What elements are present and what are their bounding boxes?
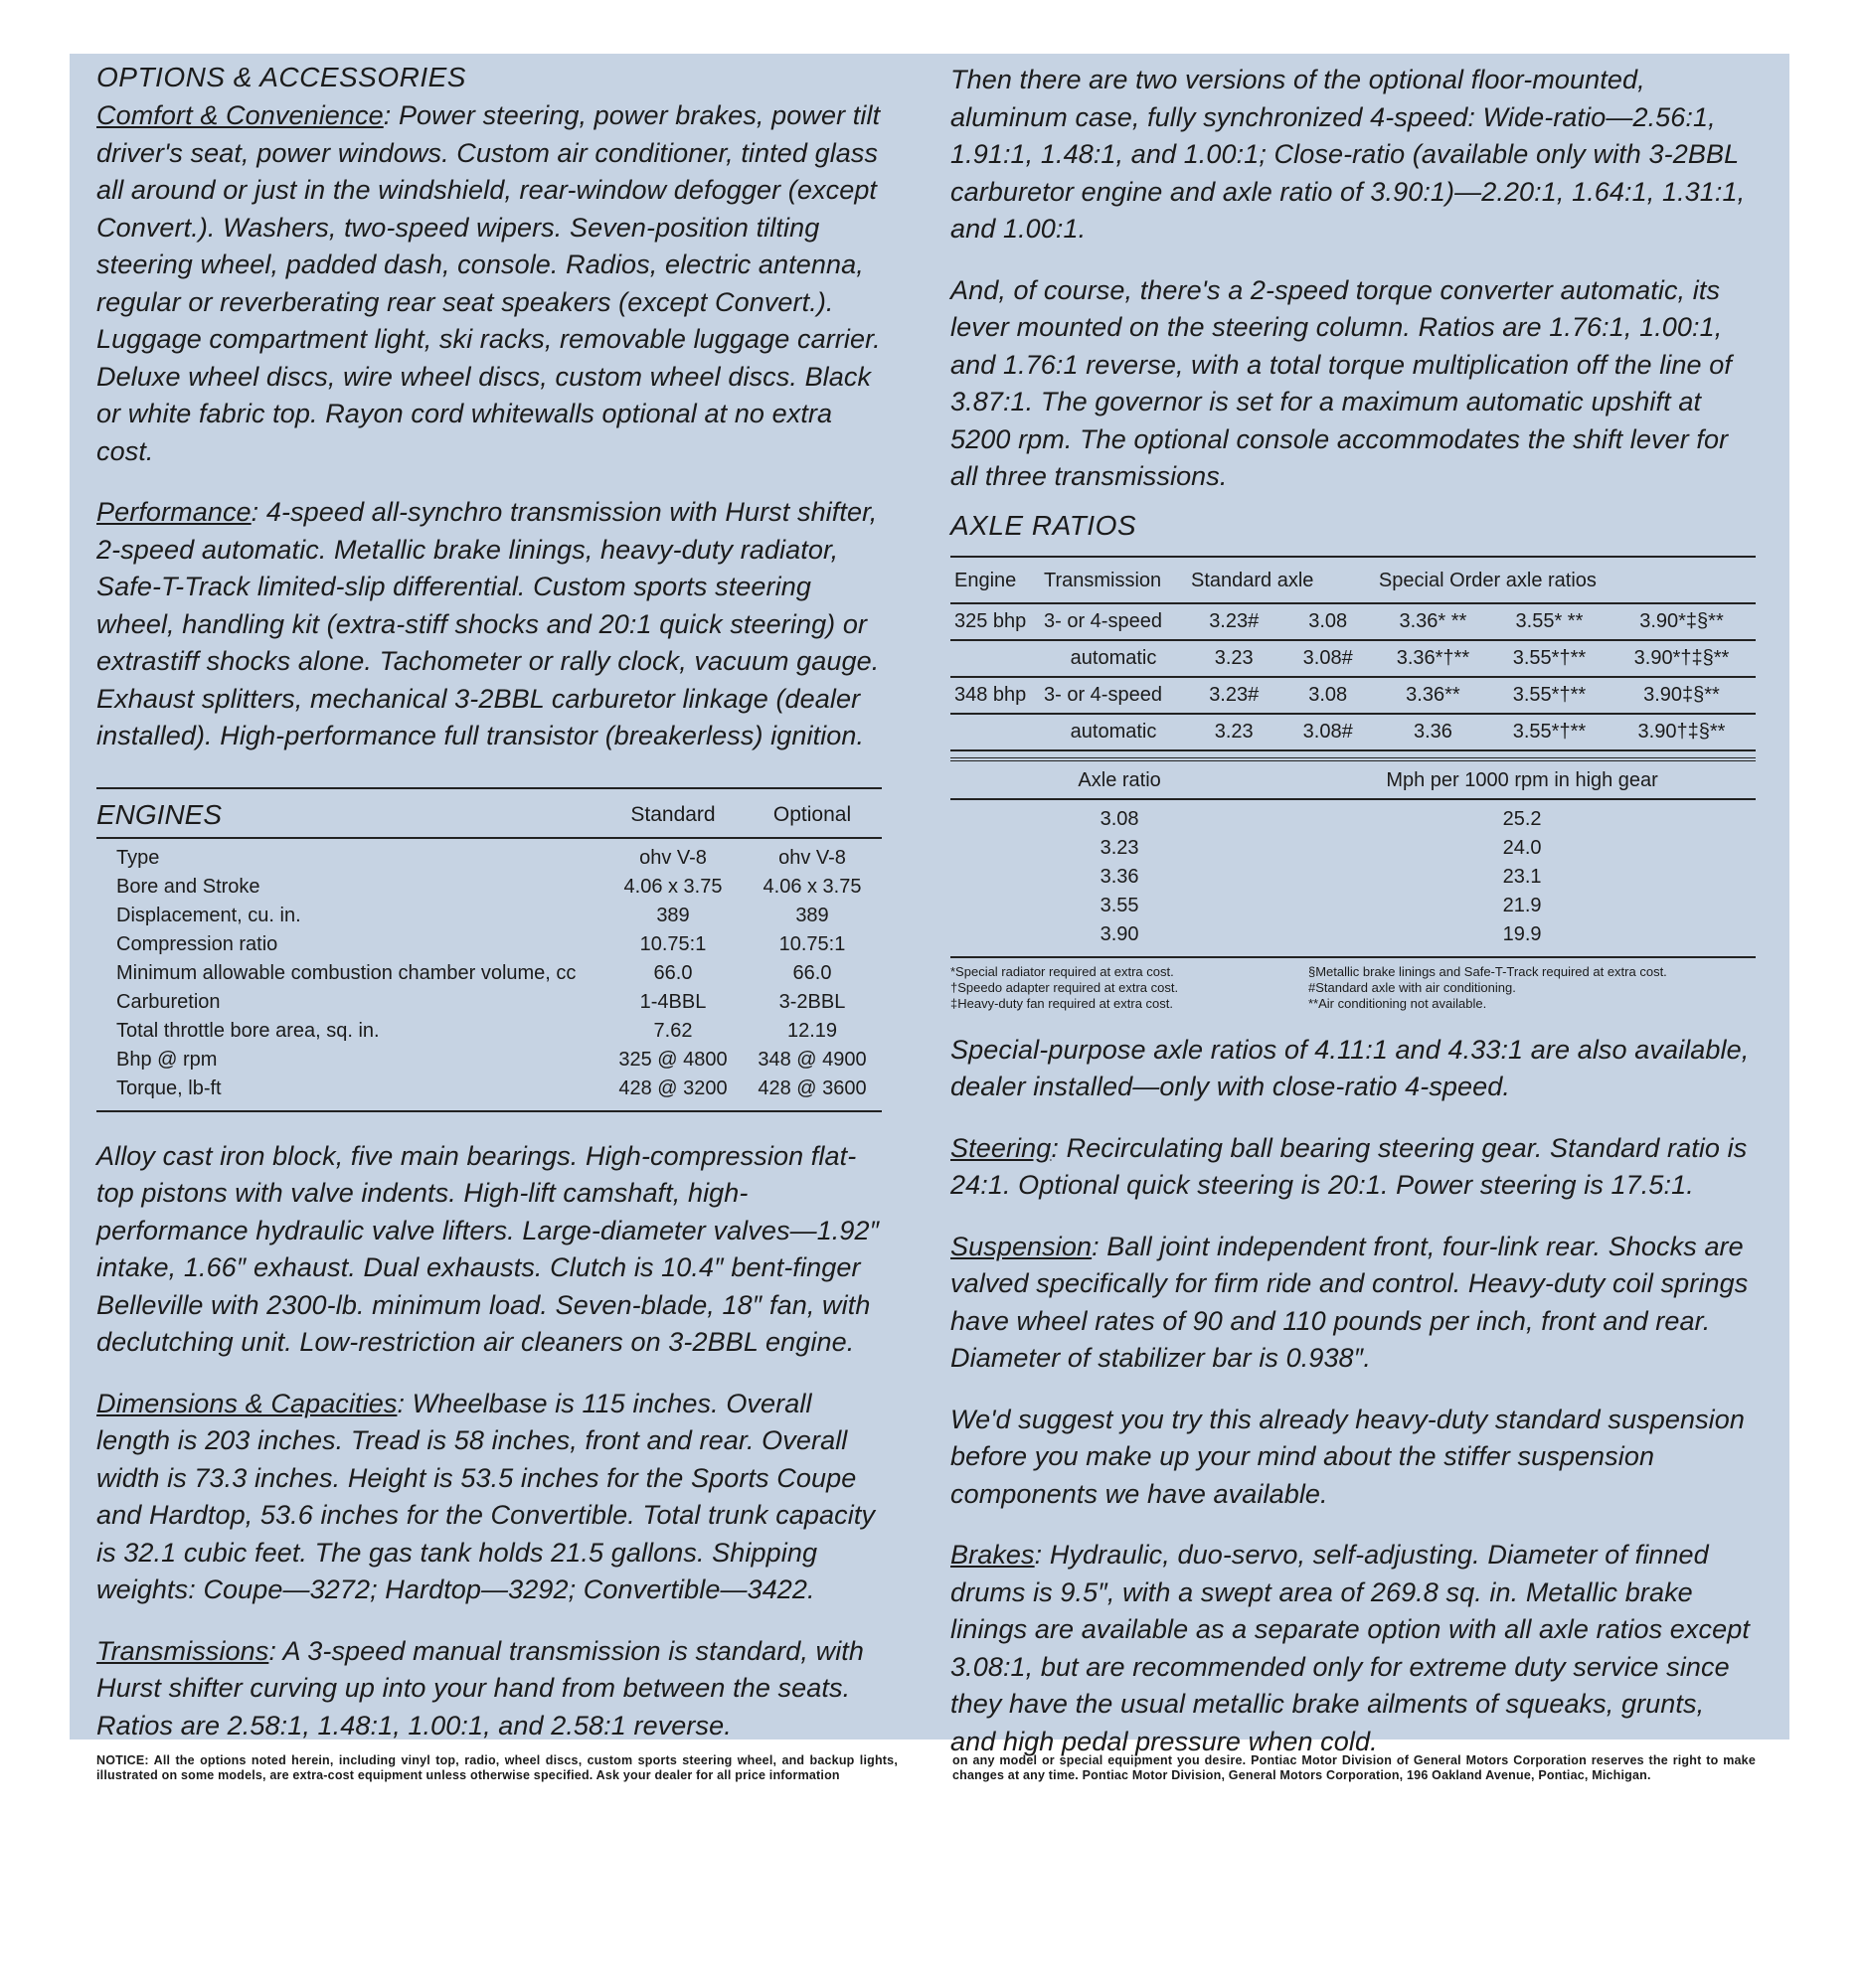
axle-cell: 3.55*†**: [1491, 714, 1608, 750]
axle-cell: 3.90*‡§**: [1608, 603, 1756, 640]
comfort-label: Comfort & Convenience: [96, 100, 384, 130]
axle-cell: 3.90†‡§**: [1608, 714, 1756, 750]
axle-cell: 3.55*†**: [1491, 640, 1608, 677]
engine-row-std: 389: [656, 904, 690, 926]
axle-ratios-table: [950, 556, 1756, 751]
axle-cell: 3.08: [1280, 603, 1374, 640]
axle-cell: 3.08#: [1280, 640, 1374, 677]
engines-title: ENGINES: [96, 788, 603, 838]
dimensions-label: Dimensions & Capacities: [96, 1388, 398, 1418]
left-column: [96, 62, 882, 1768]
steering-label: Steering: [950, 1132, 1052, 1163]
brakes-text: : Hydraulic, duo-servo, self-adjusting. Diameter of finned drums is 9.5″, with a swept area of 269.8 sq. in. Metallic brake linings are available as a separate option with all axle ratios except 3.08:1, but are recommended only for extreme duty service since they have the usual metallic brake ailments of squeaks, grunts, and high pedal pressure when cold.: [950, 1540, 1750, 1756]
axle-cell: 3.23: [1187, 640, 1280, 677]
engine-row: [96, 838, 882, 873]
dimensions-text: : Wheelbase is 115 inches. Overall length is 203 inches. Tread is 58 inches, front and rear. Overall width is 73.3 inches. Height is 53.5 inches for the Sports Coupe and Hardtop, 53.6 inches for the Convertible. Total trunk capacity is 32.1 cubic feet. The gas tank holds 21.5 gallons. Shipping weights: Coupe—3272; Hardtop—3292; Convertible—3422.: [96, 1388, 876, 1604]
engine-row-label: Type: [116, 846, 160, 869]
footnote: §Metallic brake linings and Safe-T-Track required at extra cost.: [1308, 963, 1667, 979]
axle-cell: [950, 640, 1040, 677]
engine-row-std: 4.06 x 3.75: [623, 875, 723, 898]
spec-panel: [70, 54, 1789, 1756]
engine-row-label: Minimum allowable combustion chamber volume, cc: [116, 961, 577, 984]
suspension-paragraph: [950, 1229, 1756, 1378]
dimensions-paragraph: [96, 1386, 882, 1609]
axle-cell: 3.08: [1280, 677, 1374, 714]
special-axle-paragraph: Special-purpose axle ratios of 4.11:1 and 4.33:1 are also available, dealer installed—only with close-ratio 4-speed.: [950, 1034, 1750, 1101]
suggest-paragraph: We'd suggest you try this already heavy-duty standard suspension before you make up your mind about the stiffer suspension components we have available.: [950, 1404, 1745, 1509]
steering-paragraph: [950, 1130, 1756, 1205]
engines-table: [96, 787, 882, 1112]
mph-cell: 3.08: [1100, 807, 1139, 830]
engine-row: [96, 902, 882, 930]
axle-cell: 325 bhp: [950, 603, 1040, 640]
axle-cell: 3.36**: [1375, 677, 1491, 714]
engine-row: [96, 1017, 882, 1046]
axle-cell: 3.90*†‡§**: [1608, 640, 1756, 677]
options-heading: OPTIONS & ACCESSORIES: [96, 62, 466, 92]
mph-row: [950, 799, 1756, 834]
axle-cell: 3- or 4-speed: [1040, 603, 1187, 640]
mph-cell: 24.0: [1502, 836, 1542, 859]
mph-cell: 3.23: [1100, 836, 1139, 859]
axle-cell: 3.36*†**: [1375, 640, 1491, 677]
engine-row-label: Carburetion: [116, 990, 221, 1013]
axle-row: [950, 677, 1756, 714]
engine-row-std: 10.75:1: [639, 932, 707, 955]
axle-cell: 3.08#: [1280, 714, 1374, 750]
axle-row: [950, 714, 1756, 750]
notice-left: NOTICE: All the options noted herein, including vinyl top, radio, wheel discs, custom sports steering wheel, and backup lights, illustrated on some models, are extra-cost equipment unless otherwise specified. Ask your dealer for all price information: [96, 1753, 898, 1782]
brakes-label: Brakes: [950, 1540, 1035, 1570]
axle-col-standard: Standard axle: [1187, 557, 1375, 603]
axle-cell: 3.23: [1187, 714, 1280, 750]
engine-row-opt: 3-2BBL: [778, 990, 846, 1013]
axle-cell: 3.36* **: [1375, 603, 1491, 640]
axle-col-special: Special Order axle ratios: [1375, 557, 1756, 603]
engines-col-optional: Optional: [743, 788, 882, 838]
footnotes-left: [950, 964, 1308, 1012]
right-column: [950, 62, 1756, 1784]
comfort-text: : Power steering, power brakes, power tilt driver's seat, power windows. Custom air conditioner, tinted glass all around or just in the windshield, rear-window defogger (except Convert.). Washers, two-speed wipers. Seven-position tilting steering wheel, padded dash, console. Radios, electric antenna, regular or reverberating rear seat speakers (except Convert.). Luggage compartment light, ski racks, removable luggage carrier. Deluxe wheel discs, wire wheel discs, custom wheel discs. Black or white fabric top. Rayon cord whitewalls optional at no extra cost.: [96, 100, 881, 466]
mph-row: [950, 834, 1756, 863]
mph-col-ratio: Axle ratio: [950, 759, 1288, 799]
mph-col-mph: Mph per 1000 rpm in high gear: [1288, 759, 1756, 799]
mph-cell: 3.55: [1100, 894, 1139, 916]
transmissions-label: Transmissions: [96, 1635, 269, 1666]
engine-row-opt: 12.19: [786, 1019, 838, 1042]
axle-cell: [950, 714, 1040, 750]
mph-row: [950, 892, 1756, 920]
engine-row: [96, 873, 882, 902]
engine-row-opt: 66.0: [792, 961, 832, 984]
performance-paragraph: [96, 494, 882, 755]
mph-cell: 21.9: [1502, 894, 1542, 916]
footnote: *Special radiator required at extra cost.: [950, 963, 1174, 979]
footnotes-right: [1308, 964, 1756, 1012]
floor-shift-paragraph: Then there are two versions of the optional floor-mounted, aluminum case, fully synchronized 4-speed: Wide-ratio—2.56:1, 1.91:1, 1.48:1, and 1.00:1; Close-ratio (available only with 3-2BBL carburetor engine and axle ratio of 3.90:1)—2.20:1, 1.64:1, 1.31:1, and 1.00:1.: [950, 65, 1746, 244]
footnote: ‡Heavy-duty fan required at extra cost.: [950, 995, 1174, 1011]
transmissions-paragraph: [96, 1633, 882, 1745]
axle-row: [950, 603, 1756, 640]
engines-col-standard: Standard: [603, 788, 743, 838]
suspension-text: : Ball joint independent front, four-link rear. Shocks are valved specifically for firm ride and control. Heavy-duty coil springs have wheel rates of 90 and 110 pounds per inch, front and rear. Diameter of stabilizer bar is 0.938″.: [950, 1231, 1749, 1373]
engine-row-opt: 348 @ 4900: [758, 1048, 867, 1071]
engine-row-label: Bhp @ rpm: [116, 1048, 218, 1071]
notice-right: on any model or special equipment you desire. Pontiac Motor Division of General Motors Corporation reserves the right to make changes at any time. Pontiac Motor Division, General Motors Corporation, 196 Oakland Avenue, Pontiac, Michigan.: [952, 1753, 1756, 1782]
mph-cell: 25.2: [1502, 807, 1542, 830]
automatic-paragraph: And, of course, there's a 2-speed torque converter automatic, its lever mounted on the steering column. Ratios are 1.76:1, 1.00:1, and 1.76:1 reverse, with a total torque multiplication off the line of 3.87:1. The governor is set for a maximum automatic upshift at 5200 rpm. The optional console accommodates the shift lever for all three transmissions.: [950, 274, 1732, 491]
axle-footnotes: [950, 964, 1756, 1012]
engine-row-std: 7.62: [653, 1019, 693, 1042]
engine-row-opt: 428 @ 3600: [758, 1077, 867, 1099]
mph-cell: 23.1: [1502, 865, 1542, 888]
comfort-paragraph: [96, 97, 882, 470]
engine-row-std: ohv V-8: [639, 846, 707, 869]
engine-row-opt: ohv V-8: [778, 846, 846, 869]
axle-col-transmission: Transmission: [1040, 557, 1187, 603]
suspension-label: Suspension: [950, 1231, 1093, 1261]
footnote: †Speedo adapter required at extra cost.: [950, 979, 1179, 995]
engine-row-opt: 389: [795, 904, 829, 926]
axle-row: [950, 640, 1756, 677]
axle-cell: 3- or 4-speed: [1040, 677, 1187, 714]
brakes-paragraph: [950, 1537, 1756, 1760]
engine-row: [96, 988, 882, 1017]
axle-heading: AXLE RATIOS: [950, 509, 1137, 541]
footnote: #Standard axle with air conditioning.: [1308, 979, 1516, 995]
mph-cell: 3.36: [1100, 865, 1139, 888]
axle-cell: 348 bhp: [950, 677, 1040, 714]
engine-row-std: 1-4BBL: [639, 990, 707, 1013]
engine-row-opt: 10.75:1: [778, 932, 846, 955]
axle-cell: 3.23#: [1187, 603, 1280, 640]
engine-row-std: 325 @ 4800: [618, 1048, 728, 1071]
mph-table: [950, 757, 1756, 958]
steering-text: : Recirculating ball bearing steering gear. Standard ratio is 24:1. Optional quick steering is 20:1. Power steering is 17.5:1.: [950, 1132, 1748, 1200]
engine-row-std: 428 @ 3200: [618, 1077, 728, 1099]
transmissions-text: : A 3-speed manual transmission is standard, with Hurst shifter curving up into your hand from between the seats. Ratios are 2.58:1, 1.48:1, 1.00:1, and 2.58:1 reverse.: [96, 1635, 865, 1740]
engine-row: [96, 1075, 882, 1111]
axle-cell: 3.23#: [1187, 677, 1280, 714]
engine-paragraph: Alloy cast iron block, five main bearings. High-compression flat-top pistons with valve indents. High-lift camshaft, high-performance hydraulic valve lifters. Large-diameter valves—1.92″ intake, 1.66″ exhaust. Dual exhausts. Clutch is 10.4″ bent-finger Belleville with 2300-lb. minimum load. Seven-blade, 18″ fan, with declutching unit. Low-restriction air cleaners on 3-2BBL engine.: [96, 1140, 880, 1357]
engine-row-label: Torque, lb-ft: [116, 1077, 222, 1099]
engine-row-label: Total throttle bore area, sq. in.: [116, 1019, 380, 1042]
engine-row-std: 66.0: [653, 961, 693, 984]
performance-text: : 4-speed all-synchro transmission with Hurst shifter, 2-speed automatic. Metallic brake linings, heavy-duty radiator, Safe-T-Track limited-slip differential. Custom sports steering wheel, handling kit (extra-stiff shocks and 20:1 quick steering) or extrastiff shocks alone. Tachometer or rally clock, vacuum gauge. Exhaust splitters, mechanical 3-2BBL carburetor linkage (dealer installed). High-performance full transistor (breakerless) ignition.: [96, 497, 880, 750]
axle-cell: 3.90‡§**: [1608, 677, 1756, 714]
engine-row-label: Compression ratio: [116, 932, 278, 955]
axle-cell: automatic: [1040, 640, 1187, 677]
footnote: **Air conditioning not available.: [1308, 995, 1487, 1011]
engine-row-opt: 4.06 x 3.75: [763, 875, 862, 898]
engine-row: [96, 959, 882, 988]
axle-cell: 3.55*†**: [1491, 677, 1608, 714]
axle-cell: 3.36: [1375, 714, 1491, 750]
mph-cell: 19.9: [1502, 922, 1542, 945]
engine-row: [96, 1046, 882, 1075]
axle-cell: automatic: [1040, 714, 1187, 750]
performance-label: Performance: [96, 497, 252, 527]
engine-row-label: Displacement, cu. in.: [116, 904, 301, 926]
engine-row-label: Bore and Stroke: [116, 875, 260, 898]
engine-row: [96, 930, 882, 959]
mph-row: [950, 920, 1756, 957]
axle-col-engine: Engine: [950, 557, 1040, 603]
mph-row: [950, 863, 1756, 892]
axle-cell: 3.55* **: [1491, 603, 1608, 640]
mph-cell: 3.90: [1100, 922, 1139, 945]
